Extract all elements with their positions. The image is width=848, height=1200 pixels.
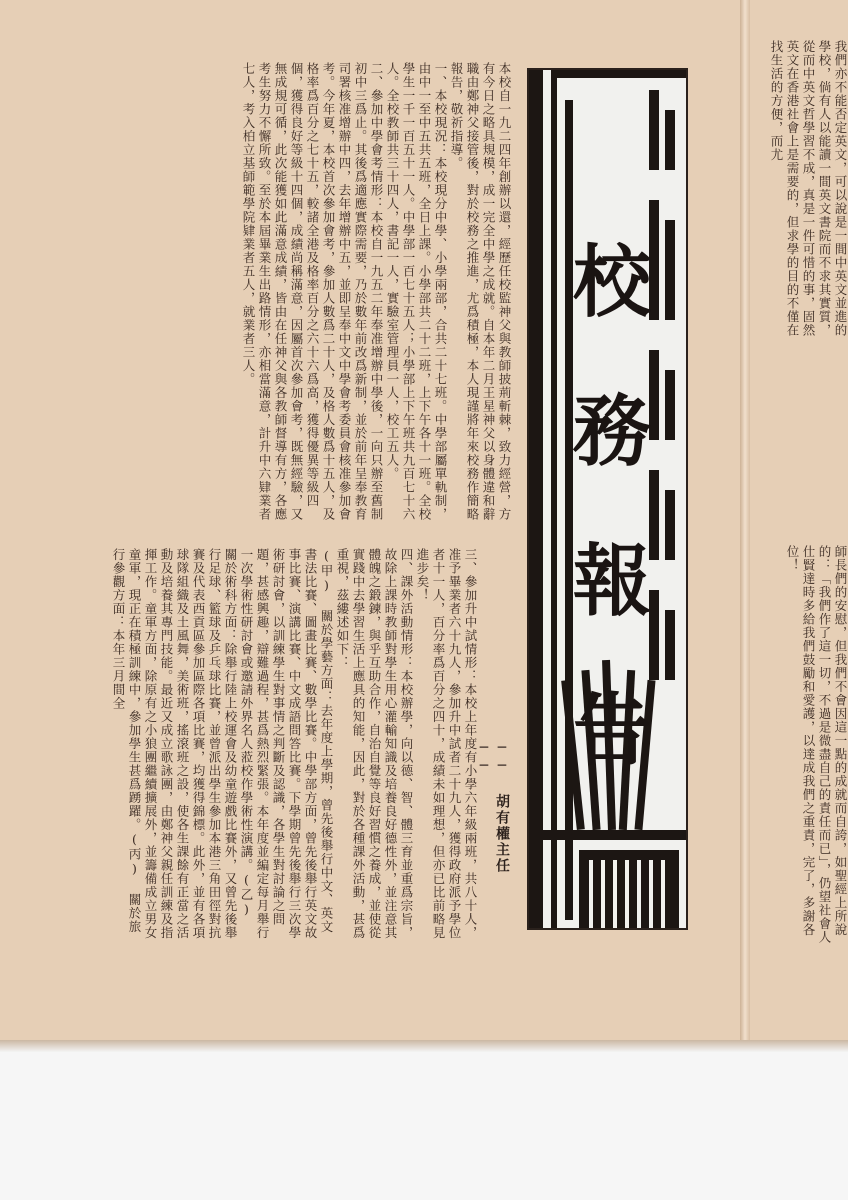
title-panel [527, 68, 688, 930]
right-page-bottom-text: 師長們的安慰，但我們不會因這一點的成就而自誇，如聖經上所說的：「我們作了這一切，不過是微盡自己的責任而已」，仍望社會人仕賢達時多給我們鼓勵和愛護，以達成我們之重責，完了，多謝各位！ [785, 545, 848, 944]
page-title [567, 220, 657, 780]
author-byline: ── 胡有權主任 ── [476, 740, 510, 874]
title-char-1: 校 [572, 237, 651, 328]
body-text-lower: 三、參加升中試情形：本校上年度有小學六年級兩班，共八十人，准予畢業者六十九人，參加升中試者二十九人，獲得政府派予學位者十一人，百分率爲百分之四十，成績未如理想，但亦已比前略見進步矣！ 四、課外活動情形：本校辦學，向以德、智、體三育並重爲宗旨，故除上課時教師對學生用心灌輸知識及培養良好德性外，並注意其體魄之鍛鍊，與乎互助合作，自治自覺等良好習慣之養成，並使從實踐中去學習生活上應具的知能，因此，對於各種課外活動，甚爲重視，茲縷述如下： (甲) 關於學藝方面：去年度上學期，曾先後舉行中文、英文書法比賽、圖畫比賽、數學比賽。中學部方面，曾先後舉行英文故事比賽、演講比賽、中文成語問答比賽。下學期曾先後舉行三次學術研討會，以訓練學生對事情之判斷及認識，各學生對討論之問題，甚感興趣，辯難過程，甚爲熱烈緊張。本年度並編定每月舉行一次學術性研討會或邀請外界名人蒞校作學術性演講。(乙) 關於術科方面：除舉行陸上校運會及幼童遊戲比賽外，又曾先後舉行足球、籃球及乒乓球比賽，並曾派出學生參加本港三角田徑對抗賽及代表西貢區參加區際各項比賽，均獲得錦標。此外，並有各項球隊組織及土風舞，美術班，搖滾班之設，使各生課餘有正當之活動及培養其專門技能。最近又成立歌詠團，由鄭神父親任訓練及指揮工作。童軍方面，除原有之小狼團繼續擴展外，並籌備成立男女童軍，現正在積極訓練中，參加學生甚爲踴躍。(丙) 關於旅行參觀方面：本年三月間全 [111, 548, 478, 940]
title-char-2: 務 [572, 386, 651, 478]
right-page-top-text: 我們亦不能否定英文，可以說是一間中英文並進的學校，倘有人以能讀一間英文書院而不求其實質，從而中英文哲學習不成，真是一件可惜的事，固然英文在香港社會上是需要的，但求學的目的不僅在找生活的方便，而尤 [769, 40, 848, 337]
scan-background [0, 1052, 848, 1200]
page-edge-shadow [0, 1040, 848, 1052]
body-text-upper: 本校自一九二四年創辦以還，經歷任校監神父與教師披荊斬棘，致力經營，方有今日之略具規模，成一完全中學之成就。自本年二月王星神父以身體違和辭職由鄭神父接管後，對於校務之推進，尤爲積極，本人現謹將年來校務作簡略報告，敬祈指導。 一、本校現況：本校現分中學、小學兩部，合共二十七班。中學部屬單軌制，由中一至中五共五班，全日上課。小學部共二十二班，上下午各十一班。全校學生一千一百五十一人。中學部一百七十五人；小學部上下午班共九百七十六人。全校教師共三十四人，書記一人，實驗室管理員一人，校工五人。 二、參加中學會考情形：本校自一九五二年奉准增辦中學後，一向只辦至舊制初中三爲止。其後爲適應實際需要，乃於數年前改爲新制，並於前年呈奉教育司署核准增辦中四，去年增辦中五，並即呈奉中文中學會考委員會核准參加會考。今年夏，本校首次參加會考，參加人數爲二十人，及格人數爲十五人，及格率爲百分之七十五，較諸全港及格率百分之六十六爲高，獲得優異等級四個，獲得良好等級十四個，成績尚稱滿意，因屬首次參加會考，既無經驗，又無成規可循，此次能獲如此滿意成績，皆由在任神父與各教師督導有方，各應考生努力不懈所致。至於本屆畢業生出路情形，亦相當滿意，計升中六肄業者七人，考入柏立基師範學院肄業者五人，就業者三人。 [241, 62, 512, 521]
title-char-4: 告 [572, 684, 651, 776]
page-fold [740, 0, 750, 1045]
title-char-3: 報 [572, 535, 651, 627]
